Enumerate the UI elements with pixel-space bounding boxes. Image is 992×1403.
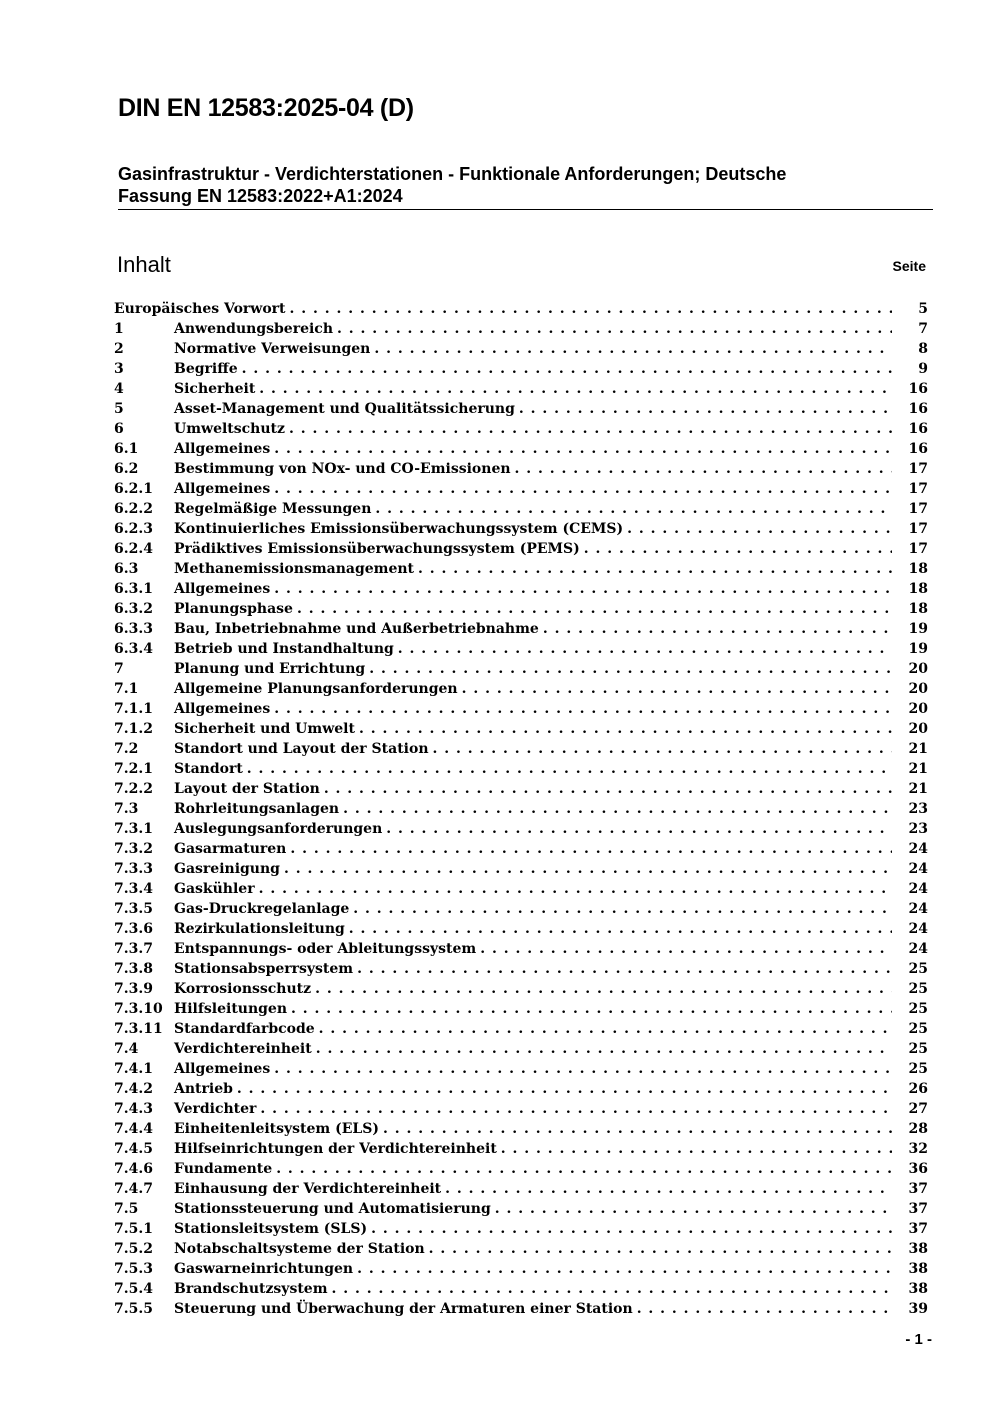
toc-entry-title[interactable]: Einhausung der Verdichtereinheit xyxy=(174,1181,442,1197)
toc-entry-title[interactable]: Bestimmung von NOx- und CO-Emissionen xyxy=(174,461,511,477)
toc-entry-number: 6.2.4 xyxy=(114,541,153,557)
toc-entry-title[interactable]: Methanemissionsmanagement xyxy=(174,561,415,577)
toc-dot-leader xyxy=(274,1059,892,1079)
toc-dot-leader xyxy=(383,1119,892,1139)
toc-dot-leader xyxy=(290,839,892,859)
toc-entry-number: 6.3 xyxy=(114,561,139,577)
toc-entry[interactable] xyxy=(114,1079,928,1099)
toc-dot-leader xyxy=(289,419,892,439)
toc-entry-title[interactable]: Stationsleitsystem (SLS) xyxy=(174,1221,368,1237)
toc-entry-title[interactable]: Allgemeines xyxy=(174,701,271,717)
toc-dot-leader xyxy=(259,879,892,899)
toc-entry-number: 6.3.1 xyxy=(114,581,153,597)
toc-entry-page[interactable]: 37 xyxy=(908,1201,928,1217)
toc-entry-page[interactable]: 19 xyxy=(908,621,928,637)
toc-entry-page[interactable]: 28 xyxy=(908,1121,928,1137)
toc-entry-page[interactable]: 36 xyxy=(908,1161,928,1177)
toc-entry-number: 7.3.1 xyxy=(114,821,153,837)
page-number: - 1 - xyxy=(905,1331,932,1348)
toc-entry-title[interactable]: Gaskühler xyxy=(174,881,255,897)
toc-entry-number: 7.4.2 xyxy=(114,1081,153,1097)
toc-entry-title[interactable]: Allgemeines xyxy=(174,1061,271,1077)
toc-entry-title[interactable]: Regelmäßige Messungen xyxy=(174,501,372,517)
toc-entry[interactable] xyxy=(114,999,928,1019)
toc-entry-title[interactable]: Layout der Station xyxy=(174,781,320,797)
toc-entry-page[interactable]: 23 xyxy=(908,821,928,837)
toc-entry-title[interactable]: Standort xyxy=(174,761,243,777)
toc-entry-title[interactable]: Hilfseinrichtungen der Verdichtereinheit xyxy=(174,1141,497,1157)
toc-entry-page[interactable]: 20 xyxy=(908,661,928,677)
toc-entry-page[interactable]: 17 xyxy=(908,461,928,477)
toc-entry[interactable] xyxy=(114,1219,928,1239)
toc-entry[interactable] xyxy=(114,799,928,819)
toc-entry-number: 7.3 xyxy=(114,801,139,817)
toc-entry-title[interactable]: Allgemeines xyxy=(174,441,271,457)
toc-entry-title[interactable]: Anwendungsbereich xyxy=(174,321,333,337)
toc-entry[interactable] xyxy=(114,759,928,779)
toc-entry-number: 7.5.5 xyxy=(114,1301,153,1317)
toc-entry[interactable] xyxy=(114,1179,928,1199)
toc-dot-leader xyxy=(337,319,892,339)
toc-entry[interactable] xyxy=(114,479,928,499)
toc-dot-leader xyxy=(515,459,892,479)
toc-dot-leader xyxy=(495,1199,892,1219)
toc-entry-title[interactable]: Sicherheit xyxy=(174,381,256,397)
toc-entry-number: 6.2.2 xyxy=(114,501,153,517)
toc-entry-number: 6.3.2 xyxy=(114,601,153,617)
toc-dot-leader xyxy=(276,1159,892,1179)
toc-entry-title[interactable]: Allgemeine Planungsanforderungen xyxy=(174,681,458,697)
toc-entry-number: 7 xyxy=(114,661,124,677)
toc-dot-leader xyxy=(242,359,892,379)
toc-dot-leader xyxy=(315,979,892,999)
toc-entry-page[interactable]: 20 xyxy=(908,701,928,717)
toc-entry-page[interactable]: 17 xyxy=(908,481,928,497)
toc-entry-number: 7.4.1 xyxy=(114,1061,153,1077)
toc-dot-leader xyxy=(398,639,892,659)
toc-entry[interactable] xyxy=(114,699,928,719)
toc-entry[interactable] xyxy=(114,879,928,899)
toc-entry[interactable] xyxy=(114,439,928,459)
toc-dot-leader xyxy=(543,619,892,639)
toc-entry[interactable] xyxy=(114,399,928,419)
toc-dot-leader xyxy=(290,299,892,319)
toc-entry-page[interactable]: 18 xyxy=(908,561,928,577)
toc-entry[interactable] xyxy=(114,739,928,759)
toc-dot-leader xyxy=(375,499,892,519)
toc-entry-page[interactable]: 19 xyxy=(908,641,928,657)
toc-entry-page[interactable]: 24 xyxy=(908,841,928,857)
toc-dot-leader xyxy=(501,1139,892,1159)
toc-entry-page[interactable]: 27 xyxy=(908,1101,928,1117)
toc-entry-number: 7.4.5 xyxy=(114,1141,153,1157)
toc-entry-page[interactable]: 18 xyxy=(908,581,928,597)
toc-entry-number: 7.2.2 xyxy=(114,781,153,797)
toc-entry-number: 7.1 xyxy=(114,681,139,697)
toc-entry-number: 6.2.1 xyxy=(114,481,153,497)
toc-entry-page[interactable]: 16 xyxy=(908,401,928,417)
toc-page-column-label: Seite xyxy=(892,258,926,274)
toc-entry[interactable] xyxy=(114,1299,928,1319)
toc-entry-number: 7.2.1 xyxy=(114,761,153,777)
toc-entry-title[interactable]: Gas-Druckregelanlage xyxy=(174,901,350,917)
toc-entry-page[interactable]: 25 xyxy=(908,1001,928,1017)
toc-entry[interactable] xyxy=(114,1199,928,1219)
toc-entry-page[interactable]: 7 xyxy=(918,321,928,337)
toc-dot-leader xyxy=(237,1079,892,1099)
toc-entry-page[interactable]: 25 xyxy=(908,981,928,997)
toc-entry-page[interactable]: 21 xyxy=(908,761,928,777)
toc-entry-number: 7.5.2 xyxy=(114,1241,153,1257)
toc-entry-page[interactable]: 17 xyxy=(908,501,928,517)
toc-dot-leader xyxy=(297,599,892,619)
toc-entry-page[interactable]: 24 xyxy=(908,881,928,897)
toc-entry-page[interactable]: 23 xyxy=(908,801,928,817)
toc-entry[interactable] xyxy=(114,1099,928,1119)
toc-entry-number: 7.3.6 xyxy=(114,921,153,937)
toc-entry-title[interactable]: Kontinuierliches Emissionsüberwachungssystem (CEMS) xyxy=(174,521,624,537)
toc-dot-leader xyxy=(359,719,892,739)
toc-entry-page[interactable]: 21 xyxy=(908,781,928,797)
toc-entry-page[interactable]: 25 xyxy=(908,1021,928,1037)
toc-dot-leader xyxy=(324,779,892,799)
toc-dot-leader xyxy=(369,659,892,679)
toc-entry-number: 5 xyxy=(114,401,124,417)
toc-entry-title[interactable]: Begriffe xyxy=(174,361,238,377)
toc-entry-title[interactable]: Allgemeines xyxy=(174,481,271,497)
toc-entry-number: 7.3.7 xyxy=(114,941,153,957)
toc-entry[interactable] xyxy=(114,359,928,379)
table-of-contents xyxy=(114,299,928,1319)
toc-dot-leader xyxy=(332,1279,892,1299)
toc-entry[interactable] xyxy=(114,579,928,599)
toc-entry-title[interactable]: Standort und Layout der Station xyxy=(174,741,429,757)
toc-entry-title[interactable]: Standardfarbcode xyxy=(174,1021,315,1037)
toc-entry-title[interactable]: Verdichter xyxy=(174,1101,257,1117)
subtitle-line-1: Gasinfrastruktur - Verdichterstationen - Funktionale Anforderungen; Deutsche xyxy=(118,164,787,184)
toc-entry-page[interactable]: 18 xyxy=(908,601,928,617)
toc-entry-number: 7.3.9 xyxy=(114,981,153,997)
toc-entry-number: 7.5.1 xyxy=(114,1221,153,1237)
toc-entry-number: 7.3.10 xyxy=(114,1001,163,1017)
toc-entry-page[interactable]: 20 xyxy=(908,681,928,697)
toc-entry[interactable] xyxy=(114,1159,928,1179)
toc-entry[interactable] xyxy=(114,1259,928,1279)
toc-entry-number: 7.3.5 xyxy=(114,901,153,917)
toc-dot-leader xyxy=(637,1299,892,1319)
toc-dot-leader xyxy=(627,519,892,539)
toc-dot-leader xyxy=(349,919,892,939)
toc-entry[interactable] xyxy=(114,859,928,879)
toc-entry-page[interactable]: 38 xyxy=(908,1281,928,1297)
toc-entry-number: 7.4.4 xyxy=(114,1121,153,1137)
toc-entry[interactable] xyxy=(114,1279,928,1299)
toc-entry-title[interactable]: Planungsphase xyxy=(174,601,293,617)
document-subtitle xyxy=(118,163,933,207)
toc-entry-title[interactable]: Entspannungs- oder Ableitungssystem xyxy=(174,941,477,957)
toc-entry[interactable] xyxy=(114,619,928,639)
toc-heading: Inhalt xyxy=(117,252,171,277)
toc-entry[interactable] xyxy=(114,959,928,979)
toc-entry-page[interactable]: 24 xyxy=(908,901,928,917)
toc-entry-number: 3 xyxy=(114,361,124,377)
toc-dot-leader xyxy=(418,559,892,579)
toc-entry-page[interactable]: 17 xyxy=(908,541,928,557)
toc-dot-leader xyxy=(353,899,892,919)
toc-entry-page[interactable]: 9 xyxy=(918,361,928,377)
toc-entry-number: 6.1 xyxy=(114,441,139,457)
toc-entry[interactable] xyxy=(114,419,928,439)
toc-dot-leader xyxy=(274,699,892,719)
toc-entry-page[interactable]: 25 xyxy=(908,961,928,977)
toc-entry-page[interactable]: 37 xyxy=(908,1181,928,1197)
toc-entry-title[interactable]: Brandschutzsystem xyxy=(174,1281,328,1297)
toc-entry-number: 7.2 xyxy=(114,741,139,757)
toc-dot-leader xyxy=(357,959,892,979)
toc-entry-number: 7.1.2 xyxy=(114,721,153,737)
toc-entry-title[interactable]: Notabschaltsysteme der Station xyxy=(174,1241,425,1257)
toc-entry-number: 7.5 xyxy=(114,1201,139,1217)
toc-entry-number: 7.4.3 xyxy=(114,1101,153,1117)
toc-entry-number: 6.2.3 xyxy=(114,521,153,537)
toc-entry[interactable] xyxy=(114,519,928,539)
toc-entry-page[interactable]: 26 xyxy=(908,1081,928,1097)
toc-entry-title[interactable]: Korrosionsschutz xyxy=(174,981,312,997)
toc-entry[interactable] xyxy=(114,839,928,859)
toc-entry-title[interactable]: Stationssteuerung und Automatisierung xyxy=(174,1201,491,1217)
toc-entry[interactable] xyxy=(114,779,928,799)
toc-dot-leader xyxy=(284,859,892,879)
toc-dot-leader xyxy=(433,739,893,759)
toc-entry-page[interactable]: 8 xyxy=(918,341,928,357)
toc-entry-title[interactable]: Hilfsleitungen xyxy=(174,1001,288,1017)
toc-entry-page[interactable]: 5 xyxy=(918,301,928,317)
toc-entry[interactable] xyxy=(114,1039,928,1059)
toc-dot-leader xyxy=(429,1239,892,1259)
toc-entry[interactable] xyxy=(114,339,928,359)
toc-entry-title[interactable]: Gaswarneinrichtungen xyxy=(174,1261,354,1277)
toc-entry[interactable] xyxy=(114,939,928,959)
toc-entry[interactable] xyxy=(114,1059,928,1079)
toc-entry-page[interactable]: 24 xyxy=(908,941,928,957)
toc-entry-title[interactable]: Prädiktives Emissionsüberwachungssystem (PEMS) xyxy=(174,541,580,557)
toc-entry-page[interactable]: 16 xyxy=(908,441,928,457)
toc-entry-page[interactable]: 25 xyxy=(908,1061,928,1077)
toc-entry[interactable] xyxy=(114,559,928,579)
toc-entry-title[interactable]: Verdichtereinheit xyxy=(174,1041,312,1057)
toc-entry-number: 6.3.4 xyxy=(114,641,153,657)
toc-entry-page[interactable]: 24 xyxy=(908,861,928,877)
toc-entry-number: 7.3.11 xyxy=(114,1021,163,1037)
toc-entry-page[interactable]: 20 xyxy=(908,721,928,737)
toc-dot-leader xyxy=(357,1259,892,1279)
toc-entry-title[interactable]: Sicherheit und Umwelt xyxy=(174,721,355,737)
toc-entry-number: 7.3.4 xyxy=(114,881,153,897)
toc-entry-title[interactable]: Steuerung und Überwachung der Armaturen einer Station xyxy=(174,1301,633,1317)
toc-entry[interactable] xyxy=(114,679,928,699)
toc-entry-title[interactable]: Planung und Errichtung xyxy=(174,661,366,677)
toc-entry[interactable] xyxy=(114,919,928,939)
toc-entry-number: 7.3.8 xyxy=(114,961,153,977)
toc-entry-title[interactable]: Rezirkulationsleitung xyxy=(174,921,345,937)
toc-entry-title[interactable]: Stationsabsperrsystem xyxy=(174,961,354,977)
toc-entry[interactable] xyxy=(114,379,928,399)
toc-entry-title[interactable]: Antrieb xyxy=(174,1081,233,1097)
toc-entry[interactable] xyxy=(114,539,928,559)
toc-entry-number: 7.4.7 xyxy=(114,1181,153,1197)
toc-entry-title[interactable]: Fundamente xyxy=(174,1161,273,1177)
toc-entry-title[interactable]: Rohrleitungsanlagen xyxy=(174,801,340,817)
toc-entry[interactable] xyxy=(114,1139,928,1159)
toc-entry[interactable] xyxy=(114,1119,928,1139)
toc-entry-number: 1 xyxy=(114,321,124,337)
subtitle-line-2: Fassung EN 12583:2022+A1:2024 xyxy=(118,186,403,206)
toc-entry[interactable] xyxy=(114,319,928,339)
toc-entry[interactable] xyxy=(114,719,928,739)
toc-dot-leader xyxy=(259,379,892,399)
toc-entry[interactable] xyxy=(114,499,928,519)
toc-entry-number: 7.5.4 xyxy=(114,1281,153,1297)
toc-dot-leader xyxy=(316,1039,892,1059)
toc-entry-title[interactable]: Normative Verweisungen xyxy=(174,341,371,357)
toc-entry-number: 2 xyxy=(114,341,124,357)
toc-entry-page[interactable]: 39 xyxy=(908,1301,928,1317)
toc-entry-number: 7.4.6 xyxy=(114,1161,153,1177)
toc-dot-leader xyxy=(386,819,892,839)
toc-entry[interactable] xyxy=(114,599,928,619)
toc-entry-number: 4 xyxy=(114,381,124,397)
toc-entry[interactable] xyxy=(114,299,928,319)
toc-entry-number: 6 xyxy=(114,421,124,437)
toc-entry[interactable] xyxy=(114,979,928,999)
toc-entry[interactable] xyxy=(114,639,928,659)
toc-entry-title[interactable]: Umweltschutz xyxy=(174,421,285,437)
toc-entry-number: 7.5.3 xyxy=(114,1261,153,1277)
toc-entry-page[interactable]: 37 xyxy=(908,1221,928,1237)
toc-entry-title[interactable]: Europäisches Vorwort xyxy=(114,301,286,317)
toc-entry-title[interactable]: Einheitenleitsystem (ELS) xyxy=(174,1121,379,1137)
toc-entry-title[interactable]: Auslegungsanforderungen xyxy=(174,821,383,837)
toc-entry-title[interactable]: Bau, Inbetriebnahme und Außerbetriebnahme xyxy=(174,621,539,637)
toc-dot-leader xyxy=(274,439,892,459)
toc-entry-page[interactable]: 16 xyxy=(908,381,928,397)
toc-dot-leader xyxy=(247,759,892,779)
toc-dot-leader xyxy=(274,579,892,599)
toc-entry-number: 7.3.2 xyxy=(114,841,153,857)
toc-entry-page[interactable]: 21 xyxy=(908,741,928,757)
toc-dot-leader xyxy=(343,799,892,819)
toc-dot-leader xyxy=(274,479,892,499)
toc-dot-leader xyxy=(291,999,892,1019)
toc-entry-title[interactable]: Asset-Management und Qualitätssicherung xyxy=(174,401,515,417)
toc-entry-page[interactable]: 38 xyxy=(908,1261,928,1277)
toc-entry-title[interactable]: Allgemeines xyxy=(174,581,271,597)
toc-entry-number: 7.1.1 xyxy=(114,701,153,717)
toc-entry-page[interactable]: 38 xyxy=(908,1241,928,1257)
toc-entry-page[interactable]: 16 xyxy=(908,421,928,437)
toc-entry-number: 6.2 xyxy=(114,461,139,477)
toc-entry-number: 7.4 xyxy=(114,1041,139,1057)
toc-entry-page[interactable]: 24 xyxy=(908,921,928,937)
toc-dot-leader xyxy=(584,539,892,559)
toc-entry[interactable] xyxy=(114,819,928,839)
toc-entry[interactable] xyxy=(114,1239,928,1259)
toc-entry-title[interactable]: Gasreinigung xyxy=(174,861,280,877)
toc-dot-leader xyxy=(519,399,892,419)
toc-dot-leader xyxy=(319,1019,892,1039)
toc-dot-leader xyxy=(374,339,892,359)
toc-entry-page[interactable]: 17 xyxy=(908,521,928,537)
toc-dot-leader xyxy=(371,1219,892,1239)
toc-entry[interactable] xyxy=(114,659,928,679)
toc-dot-leader xyxy=(480,939,892,959)
toc-entry-page[interactable]: 32 xyxy=(908,1141,928,1157)
toc-entry-number: 7.3.3 xyxy=(114,861,153,877)
toc-entry-page[interactable]: 25 xyxy=(908,1041,928,1057)
toc-entry-title[interactable]: Betrieb und Instandhaltung xyxy=(174,641,394,657)
toc-dot-leader xyxy=(260,1099,892,1119)
toc-dot-leader xyxy=(445,1179,892,1199)
toc-entry[interactable] xyxy=(114,899,928,919)
document-id: DIN EN 12583:2025-04 (D) xyxy=(118,94,414,122)
toc-dot-leader xyxy=(462,679,892,699)
toc-entry[interactable] xyxy=(114,459,928,479)
title-divider xyxy=(118,209,933,210)
toc-entry-title[interactable]: Gasarmaturen xyxy=(174,841,287,857)
toc-entry[interactable] xyxy=(114,1019,928,1039)
toc-entry-number: 6.3.3 xyxy=(114,621,153,637)
